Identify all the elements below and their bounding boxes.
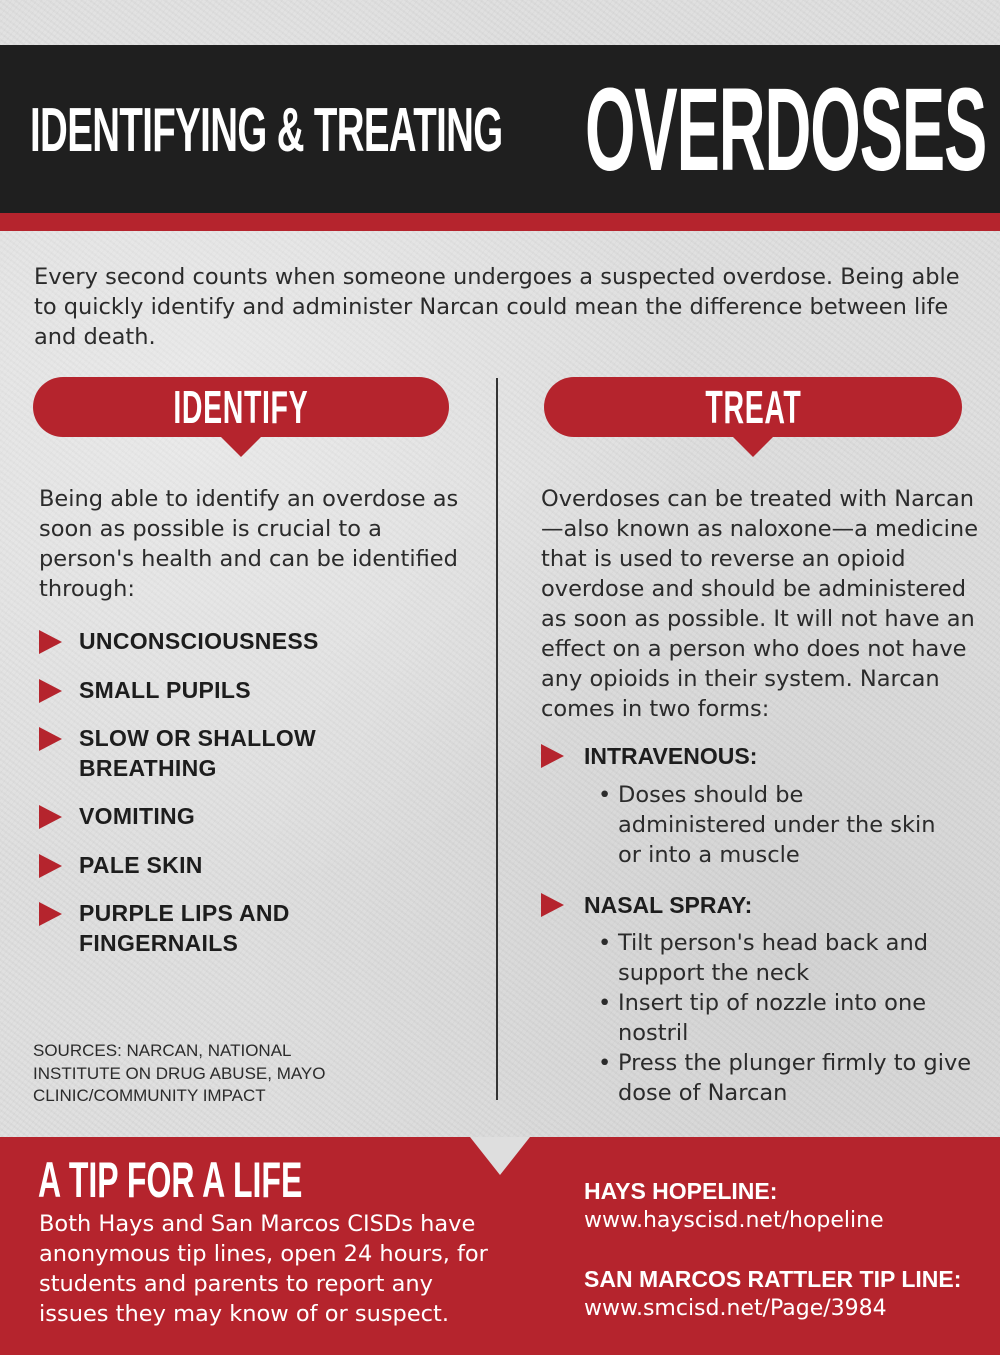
red-triangle-icon <box>39 902 62 926</box>
column-divider <box>496 378 498 1100</box>
sign-item <box>39 626 459 656</box>
hays-hopeline-label: HAYS HOPELINE: <box>584 1178 778 1204</box>
step-item: • Insert tip of nozzle into one nostril <box>598 988 928 1048</box>
form-nasal-spray-heading <box>541 890 961 920</box>
red-triangle-icon <box>541 893 564 917</box>
page-title-light: IDENTIFYING & TREATING <box>30 95 503 165</box>
form-label: INTRAVENOUS: <box>584 743 758 769</box>
sign-item <box>39 850 459 880</box>
identify-heading-banner <box>33 377 449 437</box>
treat-heading-banner <box>544 377 962 437</box>
form-intravenous-heading <box>541 741 961 771</box>
page-title-bold: OVERDOSES <box>585 64 987 196</box>
sign-label: VOMITING <box>79 803 196 829</box>
sign-item <box>39 898 339 958</box>
treat-heading: TREAT <box>704 381 802 433</box>
nasal-spray-steps <box>598 928 978 1108</box>
sign-label: SMALL PUPILS <box>79 677 251 703</box>
sign-label: PALE SKIN <box>79 852 203 878</box>
page-title <box>30 60 987 200</box>
hays-hopeline-link[interactable]: www.hayscisd.net/hopeline <box>584 1208 884 1233</box>
sign-label: SLOW OR SHALLOW BREATHING <box>79 725 317 781</box>
sign-item <box>39 801 459 831</box>
red-triangle-icon <box>39 679 62 703</box>
intro-paragraph: Every second counts when someone undergoes a suspected overdose. Being able to quickly identify and administer Narcan could mean the difference between life and death. <box>34 264 960 350</box>
footer-notch <box>470 1137 530 1175</box>
red-triangle-icon <box>39 727 62 751</box>
step-item: • Press the plunger firmly to give dose of Narcan <box>598 1048 978 1108</box>
san-marcos-tipline-link[interactable]: www.smcisd.net/Page/3984 <box>584 1296 887 1321</box>
identify-description: Being able to identify an overdose as soon as possible is crucial to a person's health and can be identified through: <box>39 486 459 602</box>
tip-description: Both Hays and San Marcos CISDs have anonymous tip lines, open 24 hours, for students and parents to report any issues they may know of or suspect. <box>39 1211 488 1327</box>
sign-label: UNCONSCIOUSNESS <box>79 628 319 654</box>
red-triangle-icon <box>39 630 62 654</box>
red-triangle-icon <box>39 805 62 829</box>
sign-item <box>39 723 359 783</box>
sign-label: PURPLE LIPS AND FINGERNAILS <box>79 900 290 956</box>
intravenous-steps <box>598 780 978 870</box>
form-label: NASAL SPRAY: <box>584 892 753 918</box>
red-triangle-icon <box>39 854 62 878</box>
identify-heading: IDENTIFY <box>173 381 309 433</box>
sign-item <box>39 675 459 705</box>
tip-title: A TIP FOR A LIFE <box>38 1152 303 1208</box>
treat-description: Overdoses can be treated with Narcan—also known as naloxone—a medicine that is used to reverse an opioid overdose and should be administered as soon as possible. It will not have an effect on a person who does not have any opioids in their system. Narcan comes in two forms: <box>541 486 979 722</box>
sources-note: SOURCES: NARCAN, NATIONAL INSTITUTE ON DRUG ABUSE, MAYO CLINIC/COMMUNITY IMPACT <box>33 1041 326 1105</box>
step-item: • Tilt person's head back and support the neck <box>598 928 928 988</box>
san-marcos-tipline-label: SAN MARCOS RATTLER TIP LINE: <box>584 1266 962 1292</box>
step-item: • Doses should be administered under the skin or into a muscle <box>598 780 948 870</box>
overdose-signs-list <box>39 626 459 958</box>
header-stripe <box>0 213 1000 231</box>
red-triangle-icon <box>541 744 564 768</box>
